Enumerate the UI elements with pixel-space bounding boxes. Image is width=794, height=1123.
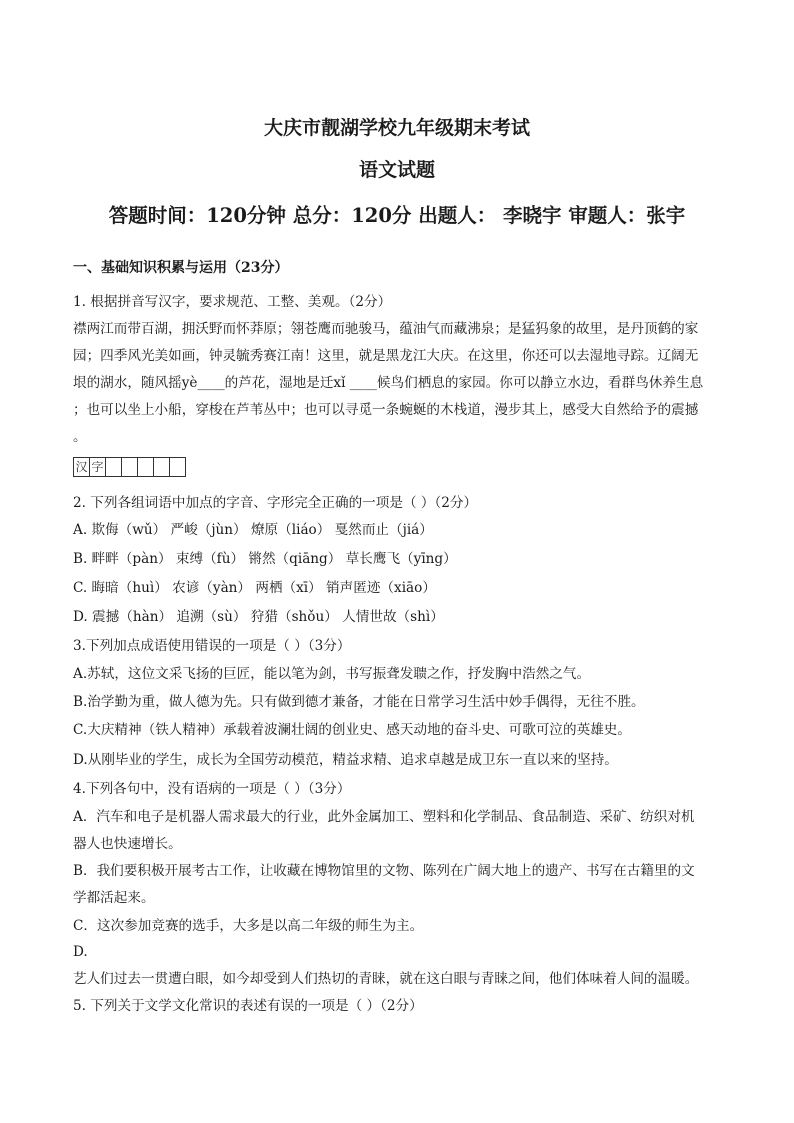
- grid-cell: [170, 458, 185, 476]
- q4-line: D.: [73, 944, 88, 960]
- grid-cell: 字: [90, 458, 106, 476]
- exam-subject: 语文试题: [358, 159, 435, 181]
- grid-cell: 汉: [74, 458, 90, 476]
- q4-stem: 4.下列各句中，没有语病的一项是（ ）（3分）: [73, 781, 351, 797]
- grid-cell: [122, 458, 138, 476]
- grid-cell: [154, 458, 170, 476]
- q3-option-a: A.苏轼，这位文采飞扬的巨匠，能以笔为剑，书写振聋发聩之作，抒发胸中浩然之气。: [73, 666, 591, 682]
- section-heading: 一、基础知识积累与运用（23分）: [73, 260, 289, 276]
- q2-stem: 2. 下列各组词语中加点的字音、字形完全正确的一项是（ ）（2分）: [73, 495, 478, 511]
- q3-option-b: B.治学勤为重，做人德为先。只有做到德才兼备，才能在日常学习生活中妙手偶得，无往不胜。: [73, 694, 645, 710]
- q2-option-b: B. 畔畔（pàn） 束缚（fù） 锵然（qiāng） 草长鹰飞（yīng）: [73, 551, 457, 567]
- q5-stem: 5. 下列关于文学文化常识的表述有误的一项是（ ）（2分）: [73, 998, 423, 1014]
- q2-option-a: A. 欺侮（wǔ） 严峻（jùn） 燎原（liáo） 戛然而止（jiá）: [73, 522, 433, 538]
- grid-cell: [138, 458, 154, 476]
- q1-passage-line: 襟两江而带百湖，拥沃野而怀莽原；翎苍鹰而驰骏马，蕴油气而藏沸泉；是猛犸象的故里，是丹顶鹤的家: [73, 321, 699, 337]
- q4-line: 学都活起来。: [73, 890, 155, 906]
- q3-option-c: C.大庆精神（铁人精神）承载着波澜壮阔的创业史、感天动地的奋斗史、可歌可泣的英雄史。: [73, 722, 631, 738]
- q4-line: B．我们要积极开展考古工作，让收藏在博物馆里的文物、陈列在广阔大地上的遗产、书写在古籍里的文: [73, 863, 695, 879]
- grid-cell: [106, 458, 122, 476]
- q3-stem: 3.下列加点成语使用错误的一项是（ ）（3分）: [73, 638, 351, 654]
- q4-line: 艺人们过去一贯遭白眼，如今却受到人们热切的青睐，就在这白眼与青睐之间，他们体味着人间的温暖。: [73, 971, 699, 987]
- q1-passage-line: 垠的湖水，随风摇yè____的芦花，湿地是迁xǐ ____候鸟们栖息的家园。你可以静立水边，看群鸟休养生息: [73, 375, 704, 391]
- q4-line: 器人也快速增长。: [73, 836, 182, 852]
- exam-info: 答题时间：120分钟 总分：120分 出题人： 李晓宇 审题人：张宇: [108, 204, 686, 227]
- q4-line: C．这次参加竞赛的选手，大多是以高二年级的师生为主。: [73, 918, 424, 934]
- answer-grid: [73, 457, 186, 477]
- q2-option-d: D. 震撼（hàn） 追溯（sù） 狩猎（shǒu） 人情世故（shì）: [73, 609, 444, 625]
- exam-title: 大庆市靓湖学校九年级期末考试: [263, 117, 530, 139]
- q4-line: A．汽车和电子是机器人需求最大的行业，此外金属加工、塑料和化学制品、食品制造、采矿、纺织对机: [73, 809, 695, 825]
- q2-option-c: C. 晦暗（huì） 农谚（yàn） 两栖（xī） 销声匿迹（xiāo）: [73, 580, 436, 596]
- q1-passage-line: 园；四季风光美如画，钟灵毓秀赛江南！这里，就是黑龙江大庆。在这里，你还可以去湿地寻踪。辽阔无: [73, 348, 699, 364]
- q1-passage-line: ；也可以坐上小船，穿梭在芦苇丛中；也可以寻觅一条蜿蜒的木栈道，漫步其上，感受大自然给予的震撼: [73, 402, 699, 418]
- q1-stem: 1. 根据拼音写汉字，要求规范、工整、美观。（2分）: [73, 294, 392, 310]
- q3-option-d: D.从刚毕业的学生，成长为全国劳动模范，精益求精、追求卓越是成卫东一直以来的坚持。: [73, 752, 618, 768]
- q1-passage-line: 。: [73, 429, 87, 445]
